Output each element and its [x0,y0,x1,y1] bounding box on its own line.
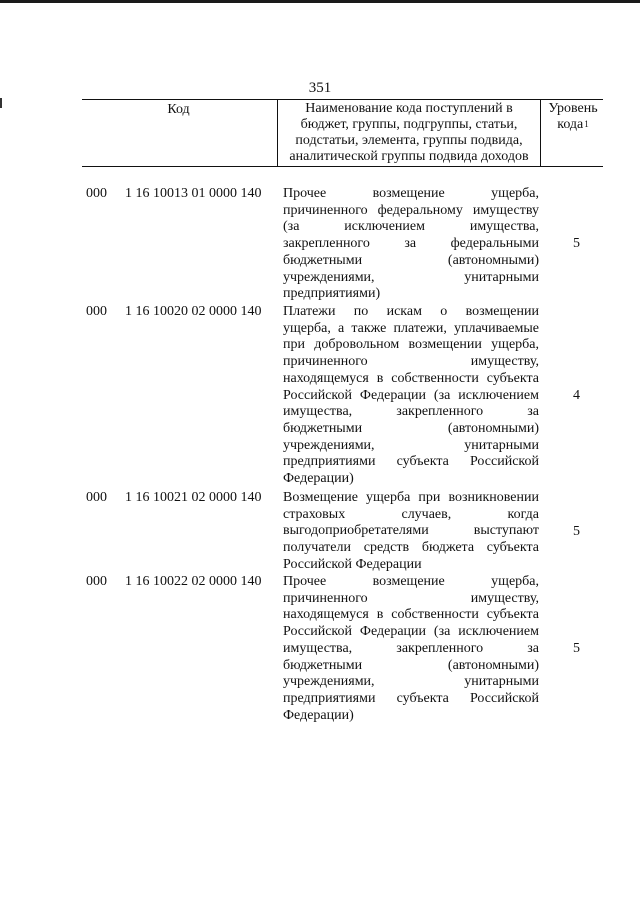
description-line: Прочее возмещение ущерба, [283,574,539,589]
description-line: бюджетными (автономными) [283,252,539,268]
budget-code: 1 16 10021 02 0000 140 [125,490,262,505]
header-name-line: подстатьи, элемента, группы подвида, [295,133,523,148]
description-line: Платежи по искам о возмещении [283,304,539,319]
header-level-line [543,117,603,133]
description-line: страховых случаев, когда [283,506,539,522]
description-line: находящемуся в собственности субъекта [283,370,539,386]
budget-code: 1 16 10013 01 0000 140 [125,186,262,201]
description-line: бюджетными (автономными) [283,420,539,436]
income-description [283,490,539,574]
table-header [82,99,603,167]
description-line: (за исключением имущества, [283,219,539,235]
description-line: получатели средств бюджета субъекта [283,540,539,556]
code-level: 5 [573,524,580,539]
budget-code: 1 16 10020 02 0000 140 [125,304,262,319]
description-line: закрепленного за федеральными [283,236,539,252]
admin-code: 000 [86,574,107,589]
page-number: 351 [308,80,332,96]
admin-code: 000 [86,490,107,505]
footnote-marker: 1 [584,119,589,129]
description-line: причиненного имуществу, [283,590,539,606]
description-line: Федерации) [283,471,354,487]
description-line: бюджетными (автономными) [283,657,539,673]
description-line: предприятиями субъекта Российской [283,690,539,706]
description-line: предприятиями) [283,286,381,302]
description-line: выгодоприобретателями выступают [283,523,539,539]
description-line: причиненного имуществу, [283,354,539,370]
scan-border-top [0,0,640,3]
income-description [283,574,539,724]
admin-code: 000 [86,304,107,319]
header-name [277,100,541,166]
income-description [283,186,539,303]
header-level [543,100,603,166]
description-line: ущерба, а также платежи, уплачиваемые [283,320,539,336]
description-line: Российской Федерации (за исключением [283,624,539,640]
description-line: учреждениями, унитарными [283,269,539,285]
admin-code: 000 [86,186,107,201]
description-line: учреждениями, унитарными [283,674,539,690]
description-line: Прочее возмещение ущерба, [283,186,539,201]
description-line: учреждениями, унитарными [283,437,539,453]
header-name-line: бюджет, группы, подгруппы, статьи, [300,117,518,132]
description-line: предприятиями субъекта Российской [283,454,539,470]
code-level: 5 [573,641,580,656]
description-line: находящемуся в собственности субъекта [283,607,539,623]
code-level: 4 [573,388,580,403]
description-line: Российской Федерации (за исключением [283,387,539,403]
header-code: Код [167,102,190,117]
description-line: Федерации) [283,707,354,723]
scan-edge-mark [0,98,2,108]
description-line: при добровольном возмещении ущерба, [283,337,539,353]
header-name-line: Наименование кода поступлений в [305,101,513,116]
description-line: причиненного федеральному имуществу [283,202,539,218]
budget-code: 1 16 10022 02 0000 140 [125,574,262,589]
income-description [283,304,539,488]
header-name-line: аналитической группы подвида доходов [289,149,529,164]
description-line: Российской Федерации [283,556,422,572]
header-level-word: кода [557,117,584,132]
header-level-line: Уровень [548,101,598,116]
description-line: имущества, закрепленного за [283,640,539,656]
description-line: имущества, закрепленного за [283,404,539,420]
description-line: Возмещение ущерба при возникновении [283,490,539,505]
code-level: 5 [573,236,580,251]
